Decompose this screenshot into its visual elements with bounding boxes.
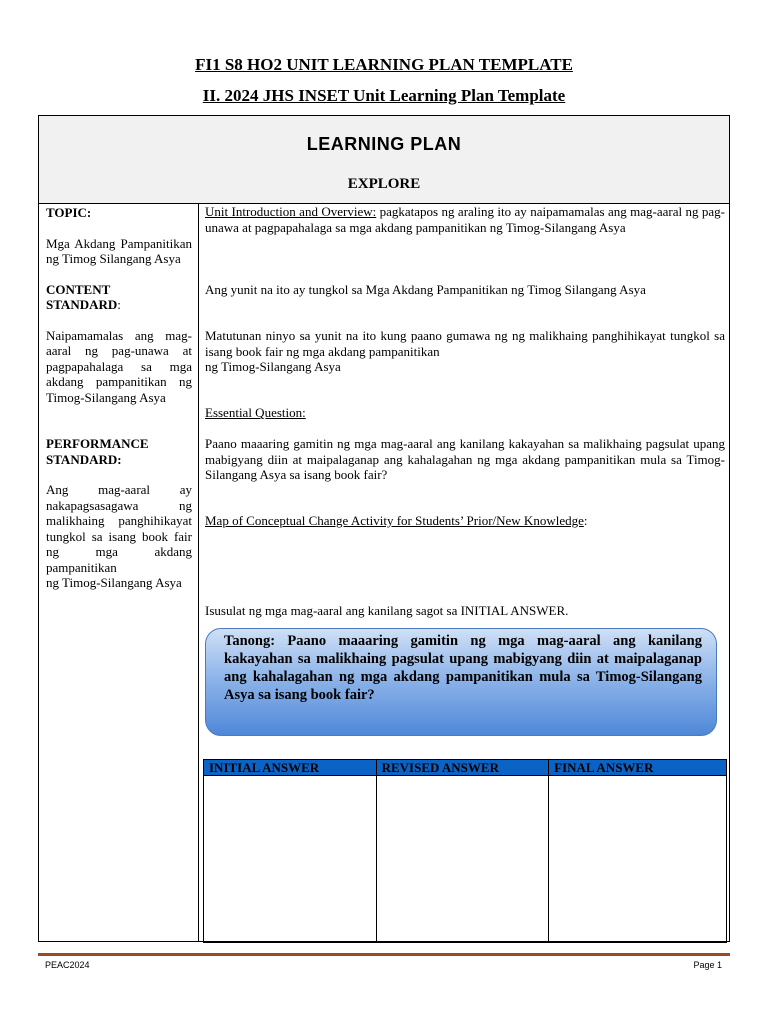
learn-text-line2: ng Timog-Silangang Asya <box>205 359 341 374</box>
unit-intro-text: pagkatapos ng araling ito ay naipamamalas ang mag-aaral ng pag-unawa at pagpapahalaga sa mga akdang pampanitikan ng Timog-Silangang Asya <box>205 204 726 235</box>
map-activity-label-line <box>205 513 725 529</box>
column-divider <box>198 204 199 942</box>
performance-standard-label-line1: PERFORMANCE <box>46 436 149 451</box>
question-callout-text: Tanong: Paano maaaring gamitin ng mga mag-aaral ang kanilang kakayahan sa malikhaing pagsulat upang mabigyang diin at maipalaganap ang kahalagahan ng mga akdang pampanitikan mula sa Timog-Silangang Asya sa isang book fair? <box>224 633 702 703</box>
content-standard-label-line2: STANDARD <box>46 297 118 312</box>
topic-label: TOPIC: <box>46 205 92 220</box>
performance-standard-text-2: ng Timog-Silangang Asya <box>46 575 182 590</box>
content-standard-text: Naipamamalas ang mag-aaral ng pag-unawa at pagpapahalaga sa mga akdang pampanitikan ng Timog-Silangang Asya <box>46 327 192 405</box>
initial-answer-cell[interactable] <box>204 776 377 943</box>
question-callout <box>205 628 717 736</box>
learning-plan-heading: LEARNING PLAN <box>306 134 462 154</box>
final-answer-header: FINAL ANSWER <box>549 760 727 776</box>
isusulat-instruction: Isusulat ng mga mag-aaral ang kanilang sagot sa INITIAL ANSWER. <box>205 603 569 618</box>
performance-standard-text: Ang mag-aaral ay nakapagsasagawa ng malikhaing panghihikayat tungkol sa isang book fair ng mga akdang pampanitikan <box>46 482 192 575</box>
map-activity-label: Map of Conceptual Change Activity for Students’ Prior/New Knowledge <box>205 513 584 528</box>
map-activity-colon: : <box>583 513 588 528</box>
document-title: FI1 S8 HO2 UNIT LEARNING PLAN TEMPLATE <box>195 55 573 74</box>
unit-about-text: Ang yunit na ito ay tungkol sa Mga Akdang Pampanitikan ng Timog Silangang Asya <box>205 282 646 297</box>
footer-left-text: PEAC2024 <box>45 960 90 970</box>
footer-rule <box>38 953 730 956</box>
revised-answer-cell[interactable] <box>376 776 549 943</box>
explore-heading: EXPLORE <box>347 176 421 192</box>
document-subtitle: II. 2024 JHS INSET Unit Learning Plan Template <box>202 86 566 105</box>
content-standard-label-line1: CONTENT <box>46 281 111 297</box>
unit-intro-label: Unit Introduction and Overview: <box>205 204 377 219</box>
essential-question-label: Essential Question: <box>205 405 306 420</box>
standards-column <box>46 205 192 591</box>
unit-introduction <box>205 204 725 235</box>
initial-answer-header: INITIAL ANSWER <box>204 760 377 776</box>
final-answer-cell[interactable] <box>549 776 727 943</box>
content-standard-colon: : <box>117 297 121 312</box>
page-number: Page 1 <box>693 960 722 970</box>
learn-text-line1: Matutunan ninyo sa yunit na ito kung paano gumawa ng ng malikhaing panghihikayat tungkol sa isang book fair ng mga akdang pampanitikan <box>205 328 725 359</box>
learning-plan-box <box>38 115 730 942</box>
topic-text: Mga Akdang Pampanitikan ng Timog Silangang Asya <box>46 235 192 266</box>
answer-table <box>203 759 727 943</box>
plan-header <box>39 116 729 204</box>
revised-answer-header: REVISED ANSWER <box>376 760 549 776</box>
essential-question-text: Paano maaaring gamitin ng mga mag-aaral ang kanilang kakayahan sa malikhaing pagsulat upang mabigyang diin at maipalaganap ang kahalagahan ng mga akdang pampanitikan mula sa Timog-Silangang Asya sa isang book fair? <box>205 436 725 482</box>
performance-standard-label-line2: STANDARD: <box>46 451 122 467</box>
